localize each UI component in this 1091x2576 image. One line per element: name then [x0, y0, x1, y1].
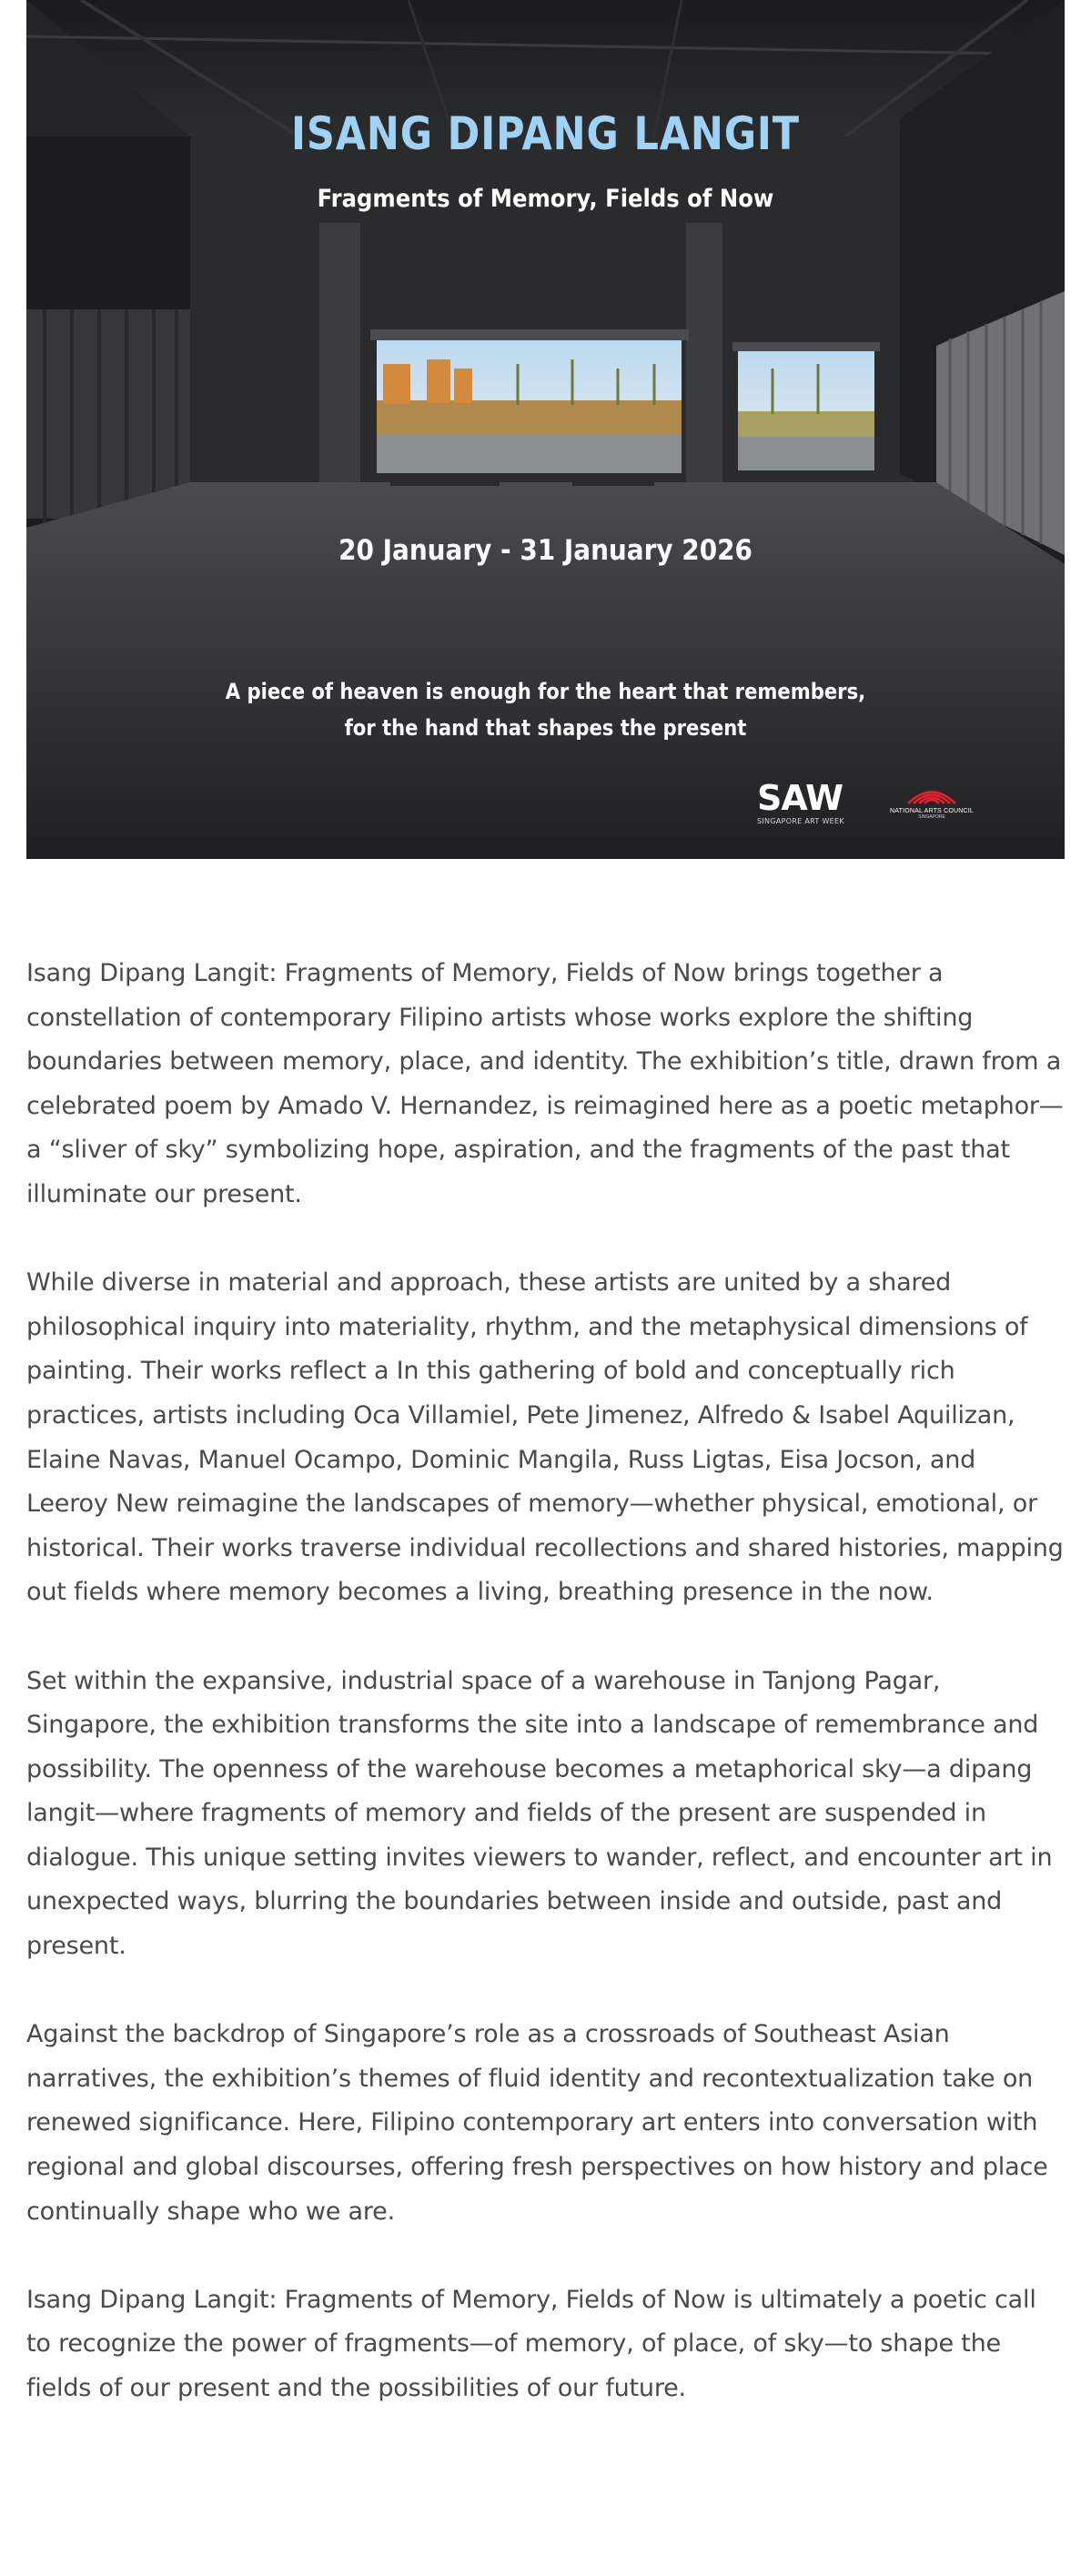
poster-title: ISANG DIPANG LANGIT: [291, 107, 800, 160]
poster-tagline: [88, 673, 1002, 746]
paragraph-intro: Isang Dipang Langit: Fragments of Memory, Fields of Now brings together a constellation of contemporary Filipino artists whose works explore the shifting boundaries between memory, place, and identity. The exhibition’s title, drawn from a celebrated poem by Amado V. Hernandez, is reimagined here as a poetic metaphor—a “sliver of sky” symbolizing hope, aspiration, and the fragments of the past that illuminate our present.: [26, 959, 1064, 1208]
singapore-art-week-logo: [757, 778, 866, 826]
paragraph-artists: While diverse in material and approach, these artists are united by a shared philosophical inquiry into materiality, rhythm, and the metaphysical dimensions of painting. Their works reflect a In this gathering of bold and conceptually rich practices, artists including Oca Villamiel, Pete Jimenez, Alfredo & Isabel Aquilizan, Elaine Navas, Manuel Ocampo, Dominic Mangila, Russ Ligtas, Eisa Jocson, and Leeroy New reimagine the landscapes of memory—whether physical, emotional, or historical. Their works traverse individual recollections and shared histories, mapping out fields where memory becomes a living, breathing presence in the now.: [26, 1268, 1064, 1607]
saw-logo-subtext: SINGAPORE ART WEEK: [757, 817, 844, 825]
nac-logo-name: NATIONAL ARTS COUNCIL: [890, 808, 974, 814]
tagline-line-1: A piece of heaven is enough for the heart that remembers,: [225, 679, 866, 704]
saw-logo-mark: SAW: [757, 778, 843, 818]
exhibition-dates: 20 January - 31 January 2026: [338, 534, 753, 567]
paragraph-conclusion: Isang Dipang Langit: Fragments of Memory, Fields of Now is ultimately a poetic call to recognize the power of fragments—of memory, of place, of sky—to shape the fields of our present and the possibilities of our future.: [26, 2285, 1036, 2402]
nac-logo-country: SINGAPORE: [918, 814, 945, 820]
national-arts-council-logo: [877, 784, 986, 828]
tagline-line-2: for the hand that shapes the present: [344, 715, 747, 741]
paragraph-context: Against the backdrop of Singapore’s role as a crossroads of Southeast Asian narratives, the exhibition’s themes of fluid identity and recontextualization take on renewed significance. Here, Filipino contemporary art enters into conversation with regional and global discourses, offering fresh perspectives on how history and place continually shape who we are.: [26, 2020, 1048, 2226]
paragraph-venue: Set within the expansive, industrial space of a warehouse in Tanjong Pagar, Singapore, the exhibition transforms the site into a landscape of remembrance and possibility. The openness of the warehouse becomes a metaphorical sky—a dipang langit—where fragments of memory and fields of the present are suspended in dialogue. This unique setting invites viewers to wander, reflect, and encounter art in unexpected ways, blurring the boundaries between inside and outside, past and present.: [26, 1666, 1053, 1961]
nac-waves-icon: [904, 784, 959, 806]
exhibition-poster: [26, 0, 1065, 859]
exhibition-description: [26, 952, 1065, 2455]
poster-subtitle: Fragments of Memory, Fields of Now: [317, 185, 774, 213]
